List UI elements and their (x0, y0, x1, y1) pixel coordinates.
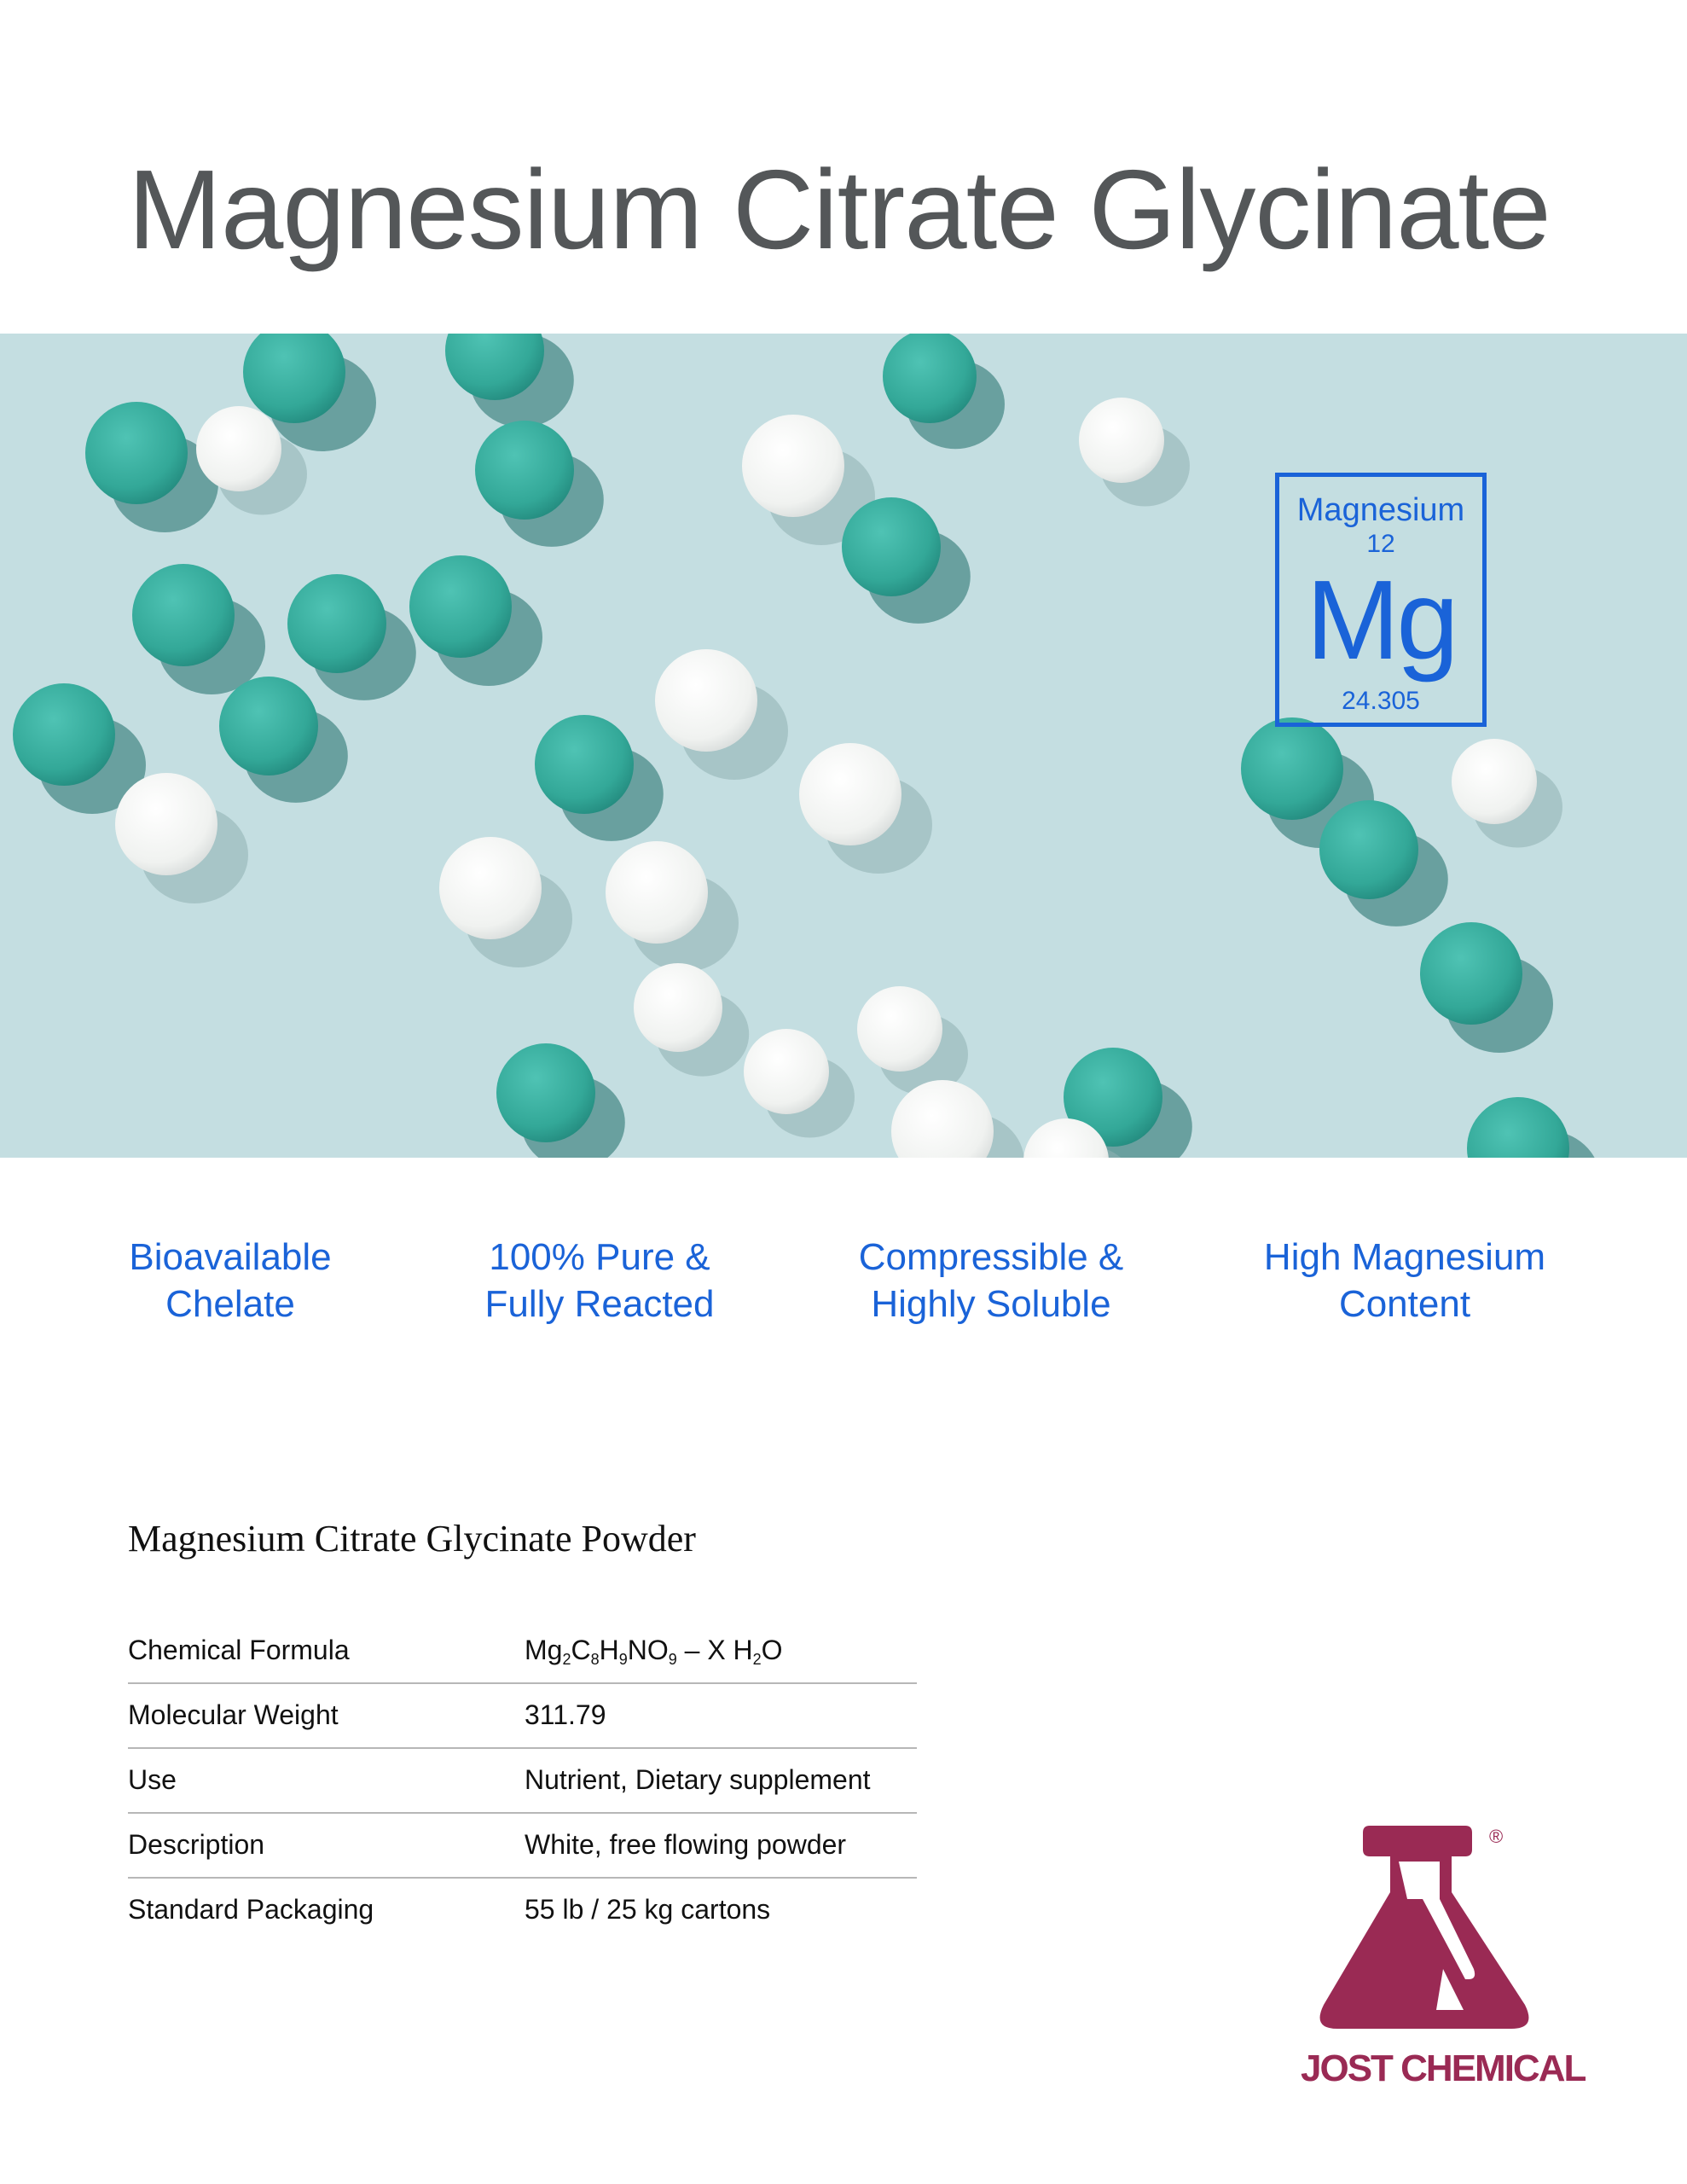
spec-value: White, free flowing powder (525, 1829, 847, 1860)
spec-row-weight (128, 1684, 917, 1749)
teal-pill (1319, 800, 1418, 899)
spec-label: Standard Packaging (128, 1894, 374, 1925)
registered-mark: ® (1489, 1826, 1504, 1847)
pills-photo-icon (0, 334, 1687, 1158)
spec-row-formula (128, 1619, 917, 1684)
teal-pill (1241, 717, 1343, 820)
teal-pill (1420, 922, 1522, 1025)
teal-pill (85, 402, 188, 504)
feature-bioavailable (51, 1234, 409, 1327)
feature-line: Chelate (165, 1283, 295, 1325)
spec-row-packaging (128, 1879, 917, 1942)
teal-pill (1467, 1097, 1569, 1158)
spec-label: Description (128, 1829, 265, 1860)
white-pill (744, 1029, 829, 1114)
white-pill (196, 406, 281, 491)
white-pill (115, 773, 217, 875)
teal-pill (842, 497, 941, 596)
teal-pill (496, 1043, 595, 1142)
spec-table (128, 1619, 917, 1942)
white-pill (606, 841, 708, 944)
white-pill (634, 963, 722, 1052)
feature-line: 100% Pure & (489, 1236, 710, 1278)
spec-label: Chemical Formula (128, 1635, 350, 1665)
logo-wordmark: JOST CHEMICAL (1301, 2048, 1586, 2089)
teal-pill (475, 421, 574, 520)
spec-value: 55 lb / 25 kg cartons (525, 1894, 771, 1925)
element-atomic-number: 12 (1366, 530, 1395, 558)
feature-line: Highly Soluble (871, 1283, 1111, 1325)
white-pill (857, 986, 942, 1072)
feature-pure (420, 1234, 779, 1327)
feature-high-magnesium (1226, 1234, 1584, 1327)
teal-pill (132, 564, 235, 666)
spec-label: Use (128, 1764, 177, 1795)
white-pill (439, 837, 542, 939)
periodic-element-tile (1275, 473, 1487, 727)
feature-line: Bioavailable (129, 1236, 332, 1278)
spec-value: Nutrient, Dietary supplement (525, 1764, 871, 1795)
hero-pills-image (0, 334, 1687, 1158)
teal-pill (883, 334, 977, 423)
white-pill (1079, 398, 1164, 483)
teal-pill (219, 677, 318, 775)
white-pill (1452, 739, 1537, 824)
feature-line: High Magnesium (1263, 1236, 1546, 1278)
spec-value: 311.79 (525, 1699, 606, 1730)
spec-label: Molecular Weight (128, 1699, 339, 1730)
element-atomic-mass: 24.305 (1342, 687, 1420, 715)
feature-line: Fully Reacted (484, 1283, 715, 1325)
spec-row-use (128, 1749, 917, 1814)
white-pill (742, 415, 844, 517)
teal-pill (13, 683, 115, 786)
element-symbol: Mg (1306, 557, 1456, 682)
element-name: Magnesium (1296, 492, 1465, 528)
teal-pill (535, 715, 634, 814)
page-title: Magnesium Citrate Glycinate (128, 147, 1551, 272)
spec-value-formula: $Mg_2C_8H_9NO_9$ – X $H_2O$ (525, 1635, 783, 1668)
spec-row-description (128, 1814, 917, 1879)
teal-pill (287, 574, 386, 673)
teal-pill (409, 555, 512, 658)
feature-compressible (812, 1234, 1170, 1327)
product-title: Magnesium Citrate Glycinate Powder (128, 1518, 696, 1560)
jost-flask-logo-icon (1296, 1817, 1552, 2039)
white-pill (655, 649, 757, 752)
feature-line: Compressible & (858, 1236, 1124, 1278)
white-pill (799, 743, 901, 845)
feature-line: Content (1338, 1283, 1471, 1325)
